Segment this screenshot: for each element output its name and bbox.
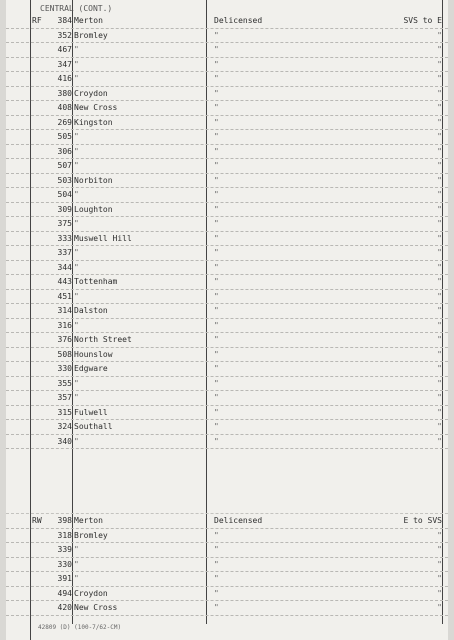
table-row xyxy=(6,72,448,87)
cell-number: 333 xyxy=(57,233,72,243)
cell-place: " xyxy=(74,574,79,583)
table-row xyxy=(6,246,448,261)
cell-number: 357 xyxy=(57,393,72,402)
cell-place: " xyxy=(74,378,79,388)
cell-status: " xyxy=(214,436,219,446)
cell-status: " xyxy=(214,59,219,69)
ledger-sheet xyxy=(6,0,448,640)
cell-place: Norbiton xyxy=(74,175,113,185)
table-row xyxy=(6,348,448,363)
table-row xyxy=(6,377,448,392)
table-row xyxy=(6,572,448,587)
cell-route: SVS to E xyxy=(403,16,442,25)
table-row xyxy=(6,87,448,102)
table-row xyxy=(6,29,448,44)
cell-place: " xyxy=(74,161,79,170)
table-row xyxy=(6,587,448,602)
cell-place: " xyxy=(74,393,79,402)
table-row xyxy=(6,14,448,29)
cell-number: 420 xyxy=(57,603,72,612)
cell-route: " xyxy=(437,364,442,373)
cell-number: 330 xyxy=(57,364,72,373)
cell-route: " xyxy=(437,233,442,243)
cell-number: 503 xyxy=(57,175,72,185)
cell-place: " xyxy=(74,219,79,228)
cell-place: Southall xyxy=(74,422,113,431)
table-row xyxy=(6,290,448,305)
table-row xyxy=(6,130,448,145)
cell-number: 306 xyxy=(57,146,72,156)
cell-place: Kingston xyxy=(74,117,113,127)
cell-status: " xyxy=(214,559,219,569)
cell-number: 375 xyxy=(57,219,72,228)
cell-status: Delicensed xyxy=(214,516,263,525)
cell-route: " xyxy=(437,248,442,257)
cell-status: " xyxy=(214,248,219,257)
cell-number: 380 xyxy=(57,88,72,98)
table-row xyxy=(6,435,448,450)
table-row xyxy=(6,529,448,544)
cell-place: " xyxy=(74,146,79,156)
cell-number: 316 xyxy=(57,320,72,330)
cell-number: 315 xyxy=(57,407,72,417)
cell-route: " xyxy=(437,530,442,540)
cell-route: " xyxy=(437,422,442,431)
cell-status: Delicensed xyxy=(214,16,263,25)
cell-status: " xyxy=(214,407,219,417)
cell-number: 347 xyxy=(57,59,72,69)
cell-series: RF xyxy=(32,16,42,25)
cell-place: " xyxy=(74,545,79,554)
cell-route: " xyxy=(437,59,442,69)
cell-number: 324 xyxy=(57,422,72,431)
cell-route: " xyxy=(437,588,442,598)
cell-place: Croydon xyxy=(74,88,108,98)
table-row xyxy=(6,304,448,319)
cell-route: " xyxy=(437,545,442,554)
cell-route: " xyxy=(437,74,442,83)
cell-route: " xyxy=(437,306,442,315)
cell-status: " xyxy=(214,603,219,612)
cell-route: " xyxy=(437,262,442,272)
cell-route: " xyxy=(437,393,442,402)
ledger-rows xyxy=(6,14,448,616)
cell-status: " xyxy=(214,146,219,156)
cell-route: " xyxy=(437,378,442,388)
cell-status: " xyxy=(214,45,219,54)
cell-number: 398 xyxy=(57,516,72,525)
cell-number: 339 xyxy=(57,545,72,554)
cell-status: " xyxy=(214,291,219,301)
table-row xyxy=(6,406,448,421)
cell-number: 504 xyxy=(57,190,72,199)
cell-place: Loughton xyxy=(74,204,113,214)
table-row xyxy=(6,319,448,334)
cell-place: " xyxy=(74,291,79,301)
table-row xyxy=(6,159,448,174)
table-row xyxy=(6,232,448,247)
cell-number: 467 xyxy=(57,45,72,54)
cell-number: 330 xyxy=(57,559,72,569)
cell-route: " xyxy=(437,30,442,40)
cell-number: 508 xyxy=(57,349,72,359)
cell-place: Hounslow xyxy=(74,349,113,359)
cell-place: Edgware xyxy=(74,364,108,373)
cell-number: 352 xyxy=(57,30,72,40)
table-row xyxy=(6,362,448,377)
cell-number: 507 xyxy=(57,161,72,170)
cell-place: Merton xyxy=(74,16,103,25)
cell-status: " xyxy=(214,378,219,388)
cell-number: 391 xyxy=(57,574,72,583)
cell-number: 494 xyxy=(57,588,72,598)
table-row xyxy=(6,203,448,218)
table-row xyxy=(6,174,448,189)
cell-number: 318 xyxy=(57,530,72,540)
cell-place: " xyxy=(74,59,79,69)
cell-route: " xyxy=(437,132,442,141)
cell-number: 314 xyxy=(57,306,72,315)
cell-series: RW xyxy=(32,516,42,525)
cell-route: " xyxy=(437,117,442,127)
cell-place: Merton xyxy=(74,516,103,525)
cell-place: " xyxy=(74,559,79,569)
cell-status: " xyxy=(214,277,219,286)
cell-number: 451 xyxy=(57,291,72,301)
cell-place: " xyxy=(74,262,79,272)
cell-status: " xyxy=(214,132,219,141)
cell-status: " xyxy=(214,175,219,185)
cell-route: " xyxy=(437,277,442,286)
cell-status: " xyxy=(214,88,219,98)
cell-route: " xyxy=(437,146,442,156)
cell-place: Bromley xyxy=(74,530,108,540)
cell-route: E to SVS xyxy=(403,516,442,525)
cell-status: " xyxy=(214,219,219,228)
table-row xyxy=(6,217,448,232)
cell-status: " xyxy=(214,364,219,373)
cell-place: New Cross xyxy=(74,603,118,612)
cell-route: " xyxy=(437,204,442,214)
cell-place: " xyxy=(74,190,79,199)
section-1 xyxy=(6,14,448,449)
table-row xyxy=(6,391,448,406)
cell-route: " xyxy=(437,559,442,569)
cell-number: 344 xyxy=(57,262,72,272)
cell-place: Croydon xyxy=(74,588,108,598)
cell-status: " xyxy=(214,190,219,199)
cell-status: " xyxy=(214,574,219,583)
table-row xyxy=(6,333,448,348)
cell-status: " xyxy=(214,306,219,315)
sheet-heading: CENTRAL (CONT.) xyxy=(40,4,113,13)
cell-number: 269 xyxy=(57,117,72,127)
cell-route: " xyxy=(437,219,442,228)
cell-status: " xyxy=(214,204,219,214)
cell-place: New Cross xyxy=(74,103,118,112)
cell-place: Fulwell xyxy=(74,407,108,417)
table-row xyxy=(6,116,448,131)
cell-number: 443 xyxy=(57,277,72,286)
cell-status: " xyxy=(214,233,219,243)
cell-number: 408 xyxy=(57,103,72,112)
form-footer: 42809 (D) (100-7/62-CM) xyxy=(38,624,122,631)
blank-rows xyxy=(6,449,448,514)
cell-route: " xyxy=(437,407,442,417)
cell-number: 505 xyxy=(57,132,72,141)
cell-status: " xyxy=(214,349,219,359)
cell-route: " xyxy=(437,335,442,344)
table-row xyxy=(6,43,448,58)
cell-status: " xyxy=(214,335,219,344)
cell-route: " xyxy=(437,190,442,199)
cell-place: " xyxy=(74,320,79,330)
cell-status: " xyxy=(214,545,219,554)
cell-status: " xyxy=(214,161,219,170)
cell-place: North Street xyxy=(74,335,132,344)
cell-status: " xyxy=(214,393,219,402)
cell-number: 340 xyxy=(57,436,72,446)
cell-route: " xyxy=(437,161,442,170)
cell-status: " xyxy=(214,530,219,540)
cell-place: Bromley xyxy=(74,30,108,40)
table-row xyxy=(6,558,448,573)
cell-status: " xyxy=(214,30,219,40)
cell-route: " xyxy=(437,349,442,359)
cell-number: 309 xyxy=(57,204,72,214)
cell-status: " xyxy=(214,588,219,598)
cell-status: " xyxy=(214,422,219,431)
cell-status: " xyxy=(214,320,219,330)
cell-place: " xyxy=(74,132,79,141)
table-row xyxy=(6,261,448,276)
table-row xyxy=(6,188,448,203)
cell-place: Dalston xyxy=(74,306,108,315)
table-row xyxy=(6,58,448,73)
cell-route: " xyxy=(437,436,442,446)
cell-place: " xyxy=(74,248,79,257)
cell-status: " xyxy=(214,117,219,127)
cell-place: Tottenham xyxy=(74,277,118,286)
cell-route: " xyxy=(437,175,442,185)
cell-number: 416 xyxy=(57,74,72,83)
cell-number: 376 xyxy=(57,335,72,344)
cell-status: " xyxy=(214,74,219,83)
table-row xyxy=(6,275,448,290)
cell-number: 337 xyxy=(57,248,72,257)
cell-place: " xyxy=(74,45,79,54)
cell-number: 384 xyxy=(57,16,72,25)
cell-route: " xyxy=(437,603,442,612)
table-row xyxy=(6,543,448,558)
cell-route: " xyxy=(437,574,442,583)
cell-route: " xyxy=(437,291,442,301)
cell-route: " xyxy=(437,103,442,112)
table-row xyxy=(6,101,448,116)
cell-status: " xyxy=(214,262,219,272)
section-2 xyxy=(6,514,448,616)
cell-place: Muswell Hill xyxy=(74,233,132,243)
cell-number: 355 xyxy=(57,378,72,388)
cell-route: " xyxy=(437,88,442,98)
cell-status: " xyxy=(214,103,219,112)
cell-place: " xyxy=(74,436,79,446)
cell-place: " xyxy=(74,74,79,83)
table-row xyxy=(6,514,448,529)
table-row xyxy=(6,145,448,160)
table-row xyxy=(6,601,448,616)
table-row xyxy=(6,420,448,435)
cell-route: " xyxy=(437,45,442,54)
cell-route: " xyxy=(437,320,442,330)
